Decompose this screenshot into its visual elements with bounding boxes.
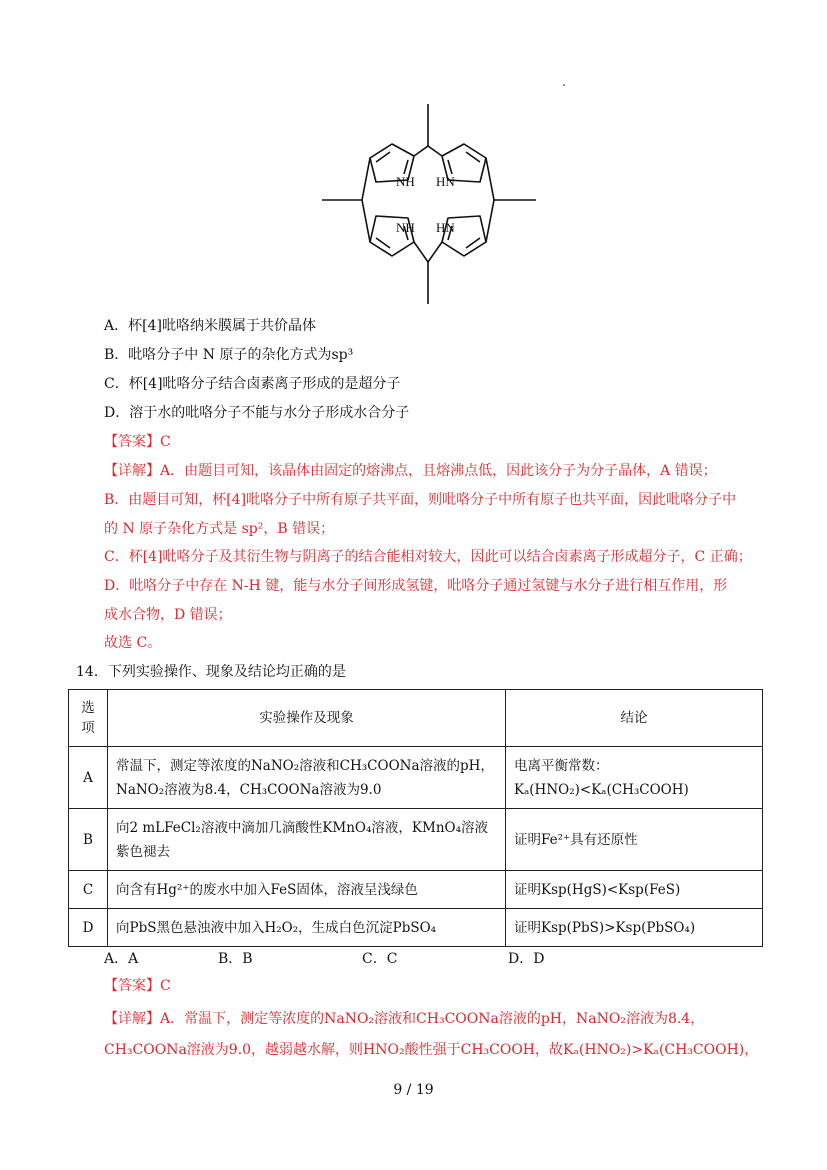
row-option: B <box>69 809 108 871</box>
header-conclusion: 结论 <box>506 690 763 747</box>
q14-option-a: A．A <box>104 951 139 967</box>
stray-dot <box>563 84 565 86</box>
q13-answer: 【答案】C <box>104 434 171 450</box>
q14-table <box>68 689 763 947</box>
q13-detail-line: D．吡咯分子中存在 N-H 键，能与水分子间形成氢键，吡咯分子通过氢键与水分子进行相互作用，形 <box>104 578 728 594</box>
hn-label-br: HN <box>436 220 455 235</box>
header-option: 选项 <box>69 690 108 747</box>
nh-label-bl: NH <box>396 220 415 235</box>
row-conclusion: Kₐ(HNO₂)<Kₐ(CH₃COOH) <box>514 781 689 798</box>
q14-detail-line: CH₃COONa溶液为9.0，越弱越水解，则HNO₂酸性强于CH₃COOH，故Kₐ(HNO₂)>Kₐ(CH₃COOH)， <box>104 1042 759 1058</box>
row-option: C <box>69 871 108 909</box>
row-operation: NaNO₂溶液为8.4，CH₃COONa溶液为9.0 <box>116 781 382 798</box>
row-operation: 向PbS黑色悬浊液中加入H₂O₂，生成白色沉淀PbSO₄ <box>108 909 506 947</box>
q14-detail-line: 【详解】A．常温下，测定等浓度的NaNO₂溶液和CH₃COONa溶液的pH，NaNO₂溶液为8.4， <box>104 1011 705 1027</box>
row-operation: 向2 mLFeCl₂溶液中滴加几滴酸性KMnO₄溶液，KMnO₄溶液 <box>116 819 488 836</box>
calix-pyrrole-diagram <box>318 96 544 310</box>
row-operation: 紫色褪去 <box>116 843 170 860</box>
hn-label-tr: HN <box>436 174 455 189</box>
q13-detail-line: 成水合物，D 错误； <box>104 607 232 623</box>
q13-option-b: B．吡咯分子中 N 原子的杂化方式为sp³ <box>104 347 354 363</box>
q13-detail-line: B．由题目可知，杯[4]吡咯分子中所有原子共平面，则吡咯分子中所有原子也共平面，因此吡咯分子中 <box>104 492 737 508</box>
q13-detail-line: 的 N 原子杂化方式是 sp²，B 错误； <box>104 521 335 537</box>
q13-option-d: D．溶于水的吡咯分子不能与水分子形成水合分子 <box>104 405 410 421</box>
table-row <box>69 871 763 909</box>
row-operation: 常温下，测定等浓度的NaNO₂溶液和CH₃COONa溶液的pH， <box>116 757 494 774</box>
q13-option-a: A．杯[4]吡咯纳米膜属于共价晶体 <box>104 318 316 334</box>
q13-detail-line: C．杯[4]吡咯分子及其衍生物与阴离子的结合能相对较大，因此可以结合卤素离子形成超分子，C 正确； <box>104 549 752 565</box>
table-row <box>69 809 763 871</box>
q13-detail-line: 【详解】A．由题目可知，该晶体由固定的熔沸点，且熔沸点低，因此该分子为分子晶体，A 错误； <box>104 463 717 479</box>
q13-option-c: C．杯[4]吡咯分子结合卤素离子形成的是超分子 <box>104 376 401 392</box>
table-row <box>69 747 763 809</box>
q13-detail-line: 故选 C。 <box>104 635 162 651</box>
row-operation: 向含有Hg²⁺的废水中加入FeS固体，溶液呈浅绿色 <box>108 871 506 909</box>
q14-option-c: C．C <box>362 951 398 967</box>
row-conclusion: 证明Ksp(HgS)<Ksp(FeS) <box>506 871 763 909</box>
table-row <box>69 909 763 947</box>
q14-option-b: B．B <box>218 951 253 967</box>
row-conclusion: 证明Fe²⁺具有还原性 <box>506 809 763 871</box>
q14-answer: 【答案】C <box>104 978 171 994</box>
table-header-row <box>69 690 763 747</box>
q14-stem: 14．下列实验操作、现象及结论均正确的是 <box>76 664 346 680</box>
q14-option-d: D．D <box>508 951 545 967</box>
header-operation: 实验操作及现象 <box>108 690 506 747</box>
row-option: D <box>69 909 108 947</box>
page-number: 9 / 19 <box>393 1082 434 1098</box>
nh-label-tl: NH <box>396 174 415 189</box>
row-conclusion: 电离平衡常数： <box>514 757 609 774</box>
row-conclusion: 证明Ksp(PbS)>Ksp(PbSO₄) <box>506 909 763 947</box>
row-option: A <box>69 747 108 809</box>
